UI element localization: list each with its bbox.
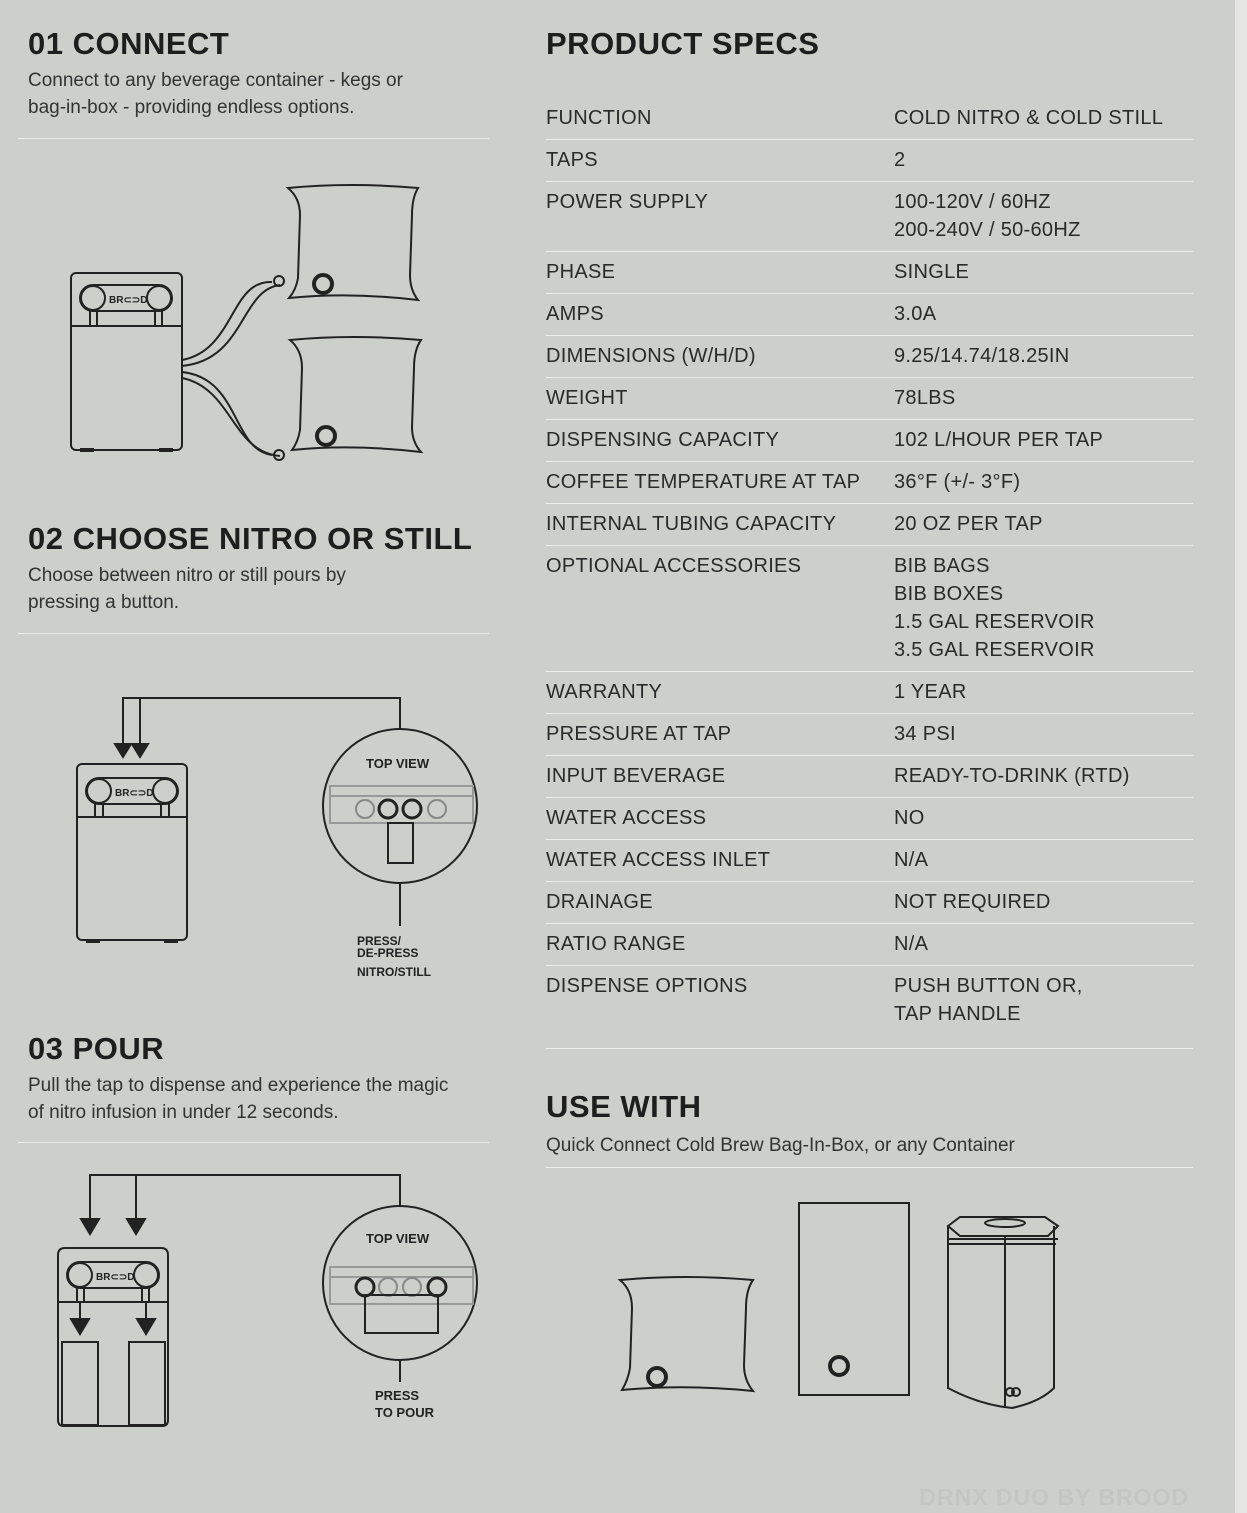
spec-row: OPTIONAL ACCESSORIES BIB BAGS BIB BOXES 1.5 GAL RESERVOIR 3.5 GAL RESERVOIR [546, 546, 1193, 672]
device-logo: BR⊂⊃D [109, 295, 148, 306]
spec-row: WATER ACCESS NO [546, 798, 1193, 840]
callout-line-1: PRESS/ [357, 934, 402, 948]
use-with-title: USE WITH [546, 1089, 702, 1124]
spec-row: RATIO RANGE N/A [546, 924, 1193, 966]
top-view-magnifier [323, 729, 477, 926]
connect-diagram [0, 140, 500, 490]
use-with-divider [546, 1167, 1193, 1168]
spec-row: PHASE SINGLE [546, 252, 1193, 294]
spec-row: WATER ACCESS INLET N/A [546, 840, 1193, 882]
choose-divider [18, 633, 489, 634]
callout-line-1: PRESS [375, 1388, 420, 1403]
bag-in-box-illustration [290, 337, 421, 452]
callout-line-2: TO POUR [375, 1405, 434, 1420]
spec-row: WEIGHT 78LBS [546, 378, 1193, 420]
use-with-description: Quick Connect Cold Brew Bag-In-Box, or any Container [546, 1135, 1015, 1156]
callout-line-3: NITRO/STILL [357, 965, 431, 979]
use-with-illustrations [600, 1190, 1080, 1420]
choose-diagram [0, 636, 500, 986]
box-container-illustration [799, 1203, 909, 1395]
top-view-label: TOP VIEW [366, 1231, 430, 1246]
reservoir-container-illustration [948, 1217, 1058, 1408]
spec-row: AMPS 3.0A [546, 294, 1193, 336]
spec-row: WARRANTY 1 YEAR [546, 672, 1193, 714]
spec-row: DIMENSIONS (W/H/D) 9.25/14.74/18.25IN [546, 336, 1193, 378]
pour-description: Pull the tap to dispense and experience the magic of nitro infusion in under 12 seconds. [28, 1075, 449, 1123]
bag-in-box-illustration [620, 1277, 753, 1391]
page-edge [1235, 0, 1247, 1513]
pour-diagram [0, 1145, 500, 1445]
callout-line-2: DE-PRESS [357, 946, 419, 960]
bag-in-box-illustration [288, 185, 418, 300]
specs-table [546, 98, 1193, 1049]
top-view-label: TOP VIEW [366, 756, 430, 771]
spec-row: INPUT BEVERAGE READY-TO-DRINK (RTD) [546, 756, 1193, 798]
spec-row: DRAINAGE NOT REQUIRED [546, 882, 1193, 924]
top-view-magnifier [323, 1206, 477, 1382]
spec-row: POWER SUPPLY 100-120V / 60HZ 200-240V / 50-60HZ [546, 182, 1193, 252]
spec-row: TAPS 2 [546, 140, 1193, 182]
device-logo: BR⊂⊃D [115, 788, 154, 799]
choose-description: Choose between nitro or still pours by pressing a button. [28, 565, 346, 613]
spec-row: DISPENSE OPTIONS PUSH BUTTON OR, TAP HANDLE [546, 966, 1193, 1049]
device-logo: BR⊂⊃D [96, 1272, 135, 1283]
dispenser-illustration [58, 1248, 168, 1426]
connect-title: 01 CONNECT [28, 26, 230, 61]
spec-row: DISPENSING CAPACITY 102 L/HOUR PER TAP [546, 420, 1193, 462]
dispenser-illustration [71, 273, 182, 450]
connect-divider [18, 138, 489, 139]
product-specs-title: PRODUCT SPECS [546, 26, 820, 61]
spec-row: COFFEE TEMPERATURE AT TAP 36°F (+/- 3°F) [546, 462, 1193, 504]
spec-row: PRESSURE AT TAP 34 PSI [546, 714, 1193, 756]
choose-title: 02 CHOOSE NITRO OR STILL [28, 521, 473, 556]
connect-description: Connect to any beverage container - kegs or bag-in-box - providing endless options. [28, 70, 403, 118]
spec-row: INTERNAL TUBING CAPACITY 20 OZ PER TAP [546, 504, 1193, 546]
footer-watermark: DRNX DUO BY BROOD [919, 1484, 1189, 1510]
dispenser-illustration [77, 764, 187, 941]
spec-row: FUNCTION COLD NITRO & COLD STILL [546, 98, 1193, 140]
pour-title: 03 POUR [28, 1031, 165, 1066]
pour-divider [18, 1142, 489, 1143]
